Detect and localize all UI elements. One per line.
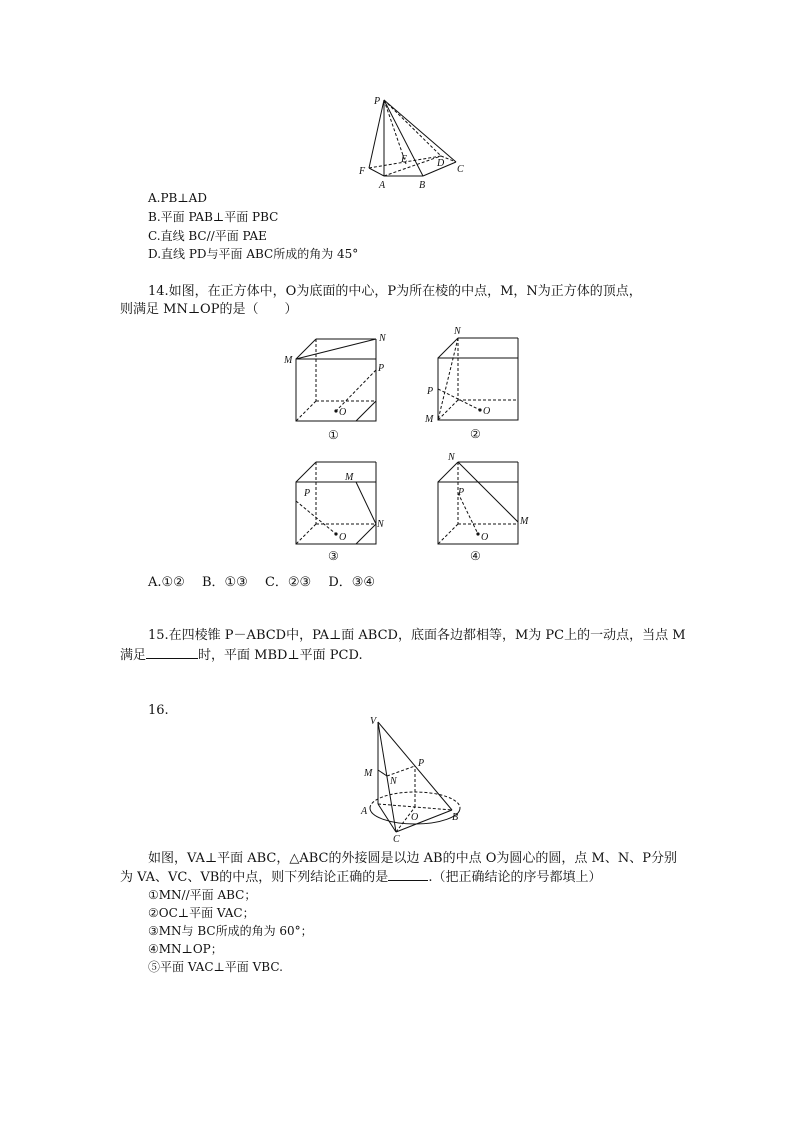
figure-number: ④ <box>470 549 481 563</box>
q16-item-4: ④MN⊥OP； <box>148 942 223 956</box>
cube-label: P <box>458 487 465 498</box>
cube-label: N <box>377 519 384 530</box>
figure-number: ② <box>470 427 481 441</box>
figure-label: N <box>390 776 397 787</box>
q16-text-post: .（把正确结论的序号都填上） <box>428 870 602 885</box>
q13-option-a: A.PB⊥AD <box>148 191 207 205</box>
figure-label: P <box>418 758 425 769</box>
q14-cube-3 <box>280 456 390 566</box>
cube-label: P <box>378 363 385 374</box>
figure-label: V <box>370 716 377 727</box>
figure-label: A <box>379 180 386 190</box>
cube-label: M <box>345 472 354 483</box>
cube-label: O <box>339 532 347 543</box>
q16-stem-line2 <box>120 868 601 886</box>
cube-label: O <box>339 407 347 418</box>
q16-number: 16. <box>148 703 169 718</box>
figure-label: A <box>361 806 368 817</box>
cube-label: M <box>284 355 293 366</box>
cube-label: M <box>425 414 434 425</box>
q13-option-b: B.平面 PAB⊥平面 PBC <box>148 210 279 224</box>
cube-label: N <box>379 333 386 344</box>
q13-option-c: C.直线 BC//平面 PAE <box>148 229 267 243</box>
q16-item-2: ②OC⊥平面 VAC； <box>148 906 255 920</box>
q13-pyramid-figure <box>356 94 468 190</box>
figure-label: F <box>359 166 366 177</box>
q15-answer-blank[interactable] <box>146 646 198 659</box>
cube-label: O <box>481 532 489 543</box>
q16-item-3: ③MN与 BC所成的角为 60°； <box>148 924 313 938</box>
figure-number: ① <box>328 428 339 442</box>
figure-label: M <box>364 768 373 779</box>
q16-stem-line1: 如图，VA⊥平面 ABC，△ABC的外接圆是以边 AB的中点 O为圆心的圆，点 M、N、P分别 <box>148 851 677 866</box>
q16-item-5: ⑤平面 VAC⊥平面 VBC. <box>148 960 283 974</box>
q14-cube-1 <box>280 327 390 445</box>
figure-label: P <box>374 96 381 107</box>
q14-options: A.①② B．①③ C．②③ D．③④ <box>148 575 376 590</box>
cube-label: N <box>448 452 455 463</box>
figure-number: ③ <box>328 549 339 563</box>
figure-label: B <box>452 812 459 823</box>
q13-option-d: D.直线 PD与平面 ABC所成的角为 45° <box>148 247 359 261</box>
cube-label: M <box>520 516 529 527</box>
q16-cone-figure <box>356 712 468 844</box>
q16-answer-blank[interactable] <box>388 868 428 881</box>
figure-label: D <box>437 158 445 169</box>
q14-cube-4 <box>420 450 540 566</box>
q14-stem-line1: 14.如图，在正方体中，O为底面的中心，P为所在棱的中点，M，N为正方体的顶点， <box>148 284 642 299</box>
cube-label: N <box>454 326 461 337</box>
q16-text-pre: 为 VA、VC、VB的中点，则下列结论正确的是 <box>120 870 389 885</box>
cube-label: O <box>483 406 491 417</box>
cube-label: P <box>304 488 311 499</box>
q14-cube-2 <box>420 322 530 444</box>
figure-label: B <box>419 180 426 190</box>
figure-label: E <box>401 154 408 165</box>
q15-stem-line1: 15.在四棱锥 P－ABCD中，PA⊥面 ABCD，底面各边都相等，M为 PC上的一动点，当点 M <box>148 628 686 643</box>
figure-label: C <box>457 164 464 175</box>
cube-label: P <box>427 386 434 397</box>
q15-stem-line2 <box>120 646 363 664</box>
figure-label: C <box>393 834 400 844</box>
q15-text-pre: 满足 <box>120 648 147 663</box>
q15-text-post: 时，平面 MBD⊥平面 PCD. <box>198 648 363 663</box>
figure-label: O <box>411 812 419 823</box>
q14-stem-line2: 则满足 MN⊥OP的是（ ） <box>120 302 298 317</box>
q16-item-1: ①MN//平面 ABC； <box>148 888 257 902</box>
